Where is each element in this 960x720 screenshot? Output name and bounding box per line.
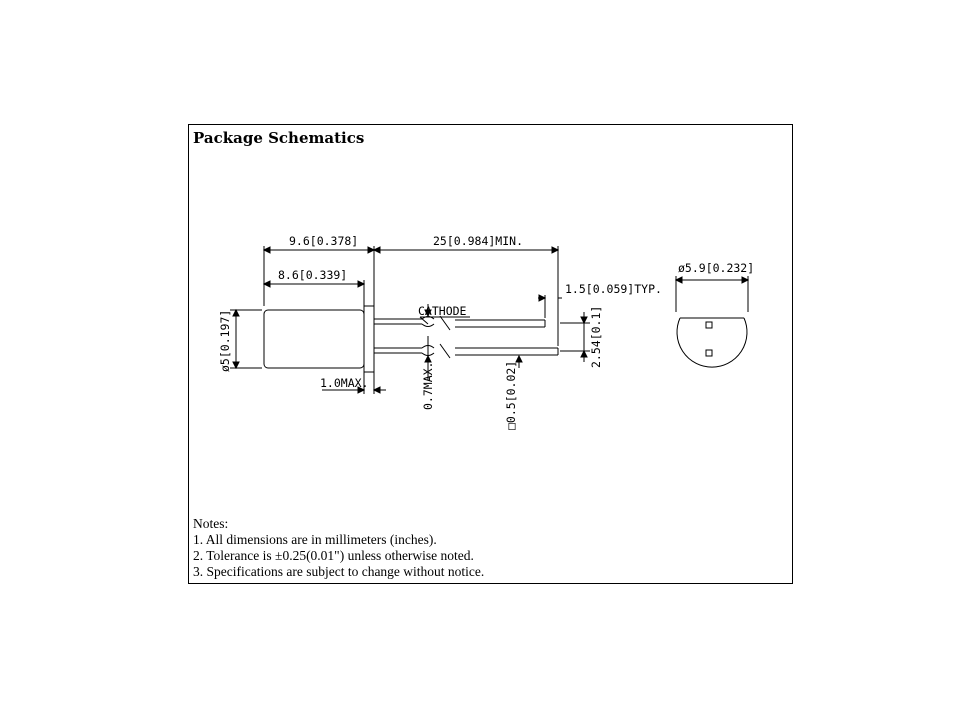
dim-lead-square: □0.5[0.02] (504, 360, 518, 430)
notes (193, 516, 484, 580)
led-end-view (676, 276, 748, 367)
dim-lead-max: 0.7MAX. (421, 361, 435, 410)
dim-flange-diameter: ø5.9[0.232] (678, 261, 755, 275)
notes-heading: Notes: (193, 516, 229, 531)
note-item: 3. Specifications are subject to change without notice. (193, 564, 485, 579)
page-title: Package Schematics (193, 129, 365, 147)
lead-bottom (374, 346, 558, 356)
lead-top (374, 317, 545, 328)
end-pin-2 (706, 350, 712, 356)
led-body (264, 306, 374, 372)
dim-lead-spacing: 2.54[0.1] (589, 305, 603, 368)
end-pin-1 (706, 322, 712, 328)
dim-overall-length: 9.6[0.378] (289, 234, 359, 248)
dim-flange: 1.0MAX. (320, 376, 369, 390)
dim-body-diameter: ø5[0.197] (218, 309, 232, 372)
cathode-label: CATHODE (418, 304, 467, 318)
dim-lead-offset: 1.5[0.059]TYP. (565, 282, 662, 296)
dim-body-length: 8.6[0.339] (278, 268, 348, 282)
note-item: 2. Tolerance is ±0.25(0.01") unless otherwise noted. (193, 548, 474, 563)
dim-lead-length: 25[0.984]MIN. (433, 234, 524, 248)
note-item: 1. All dimensions are in millimeters (inches). (193, 532, 437, 547)
